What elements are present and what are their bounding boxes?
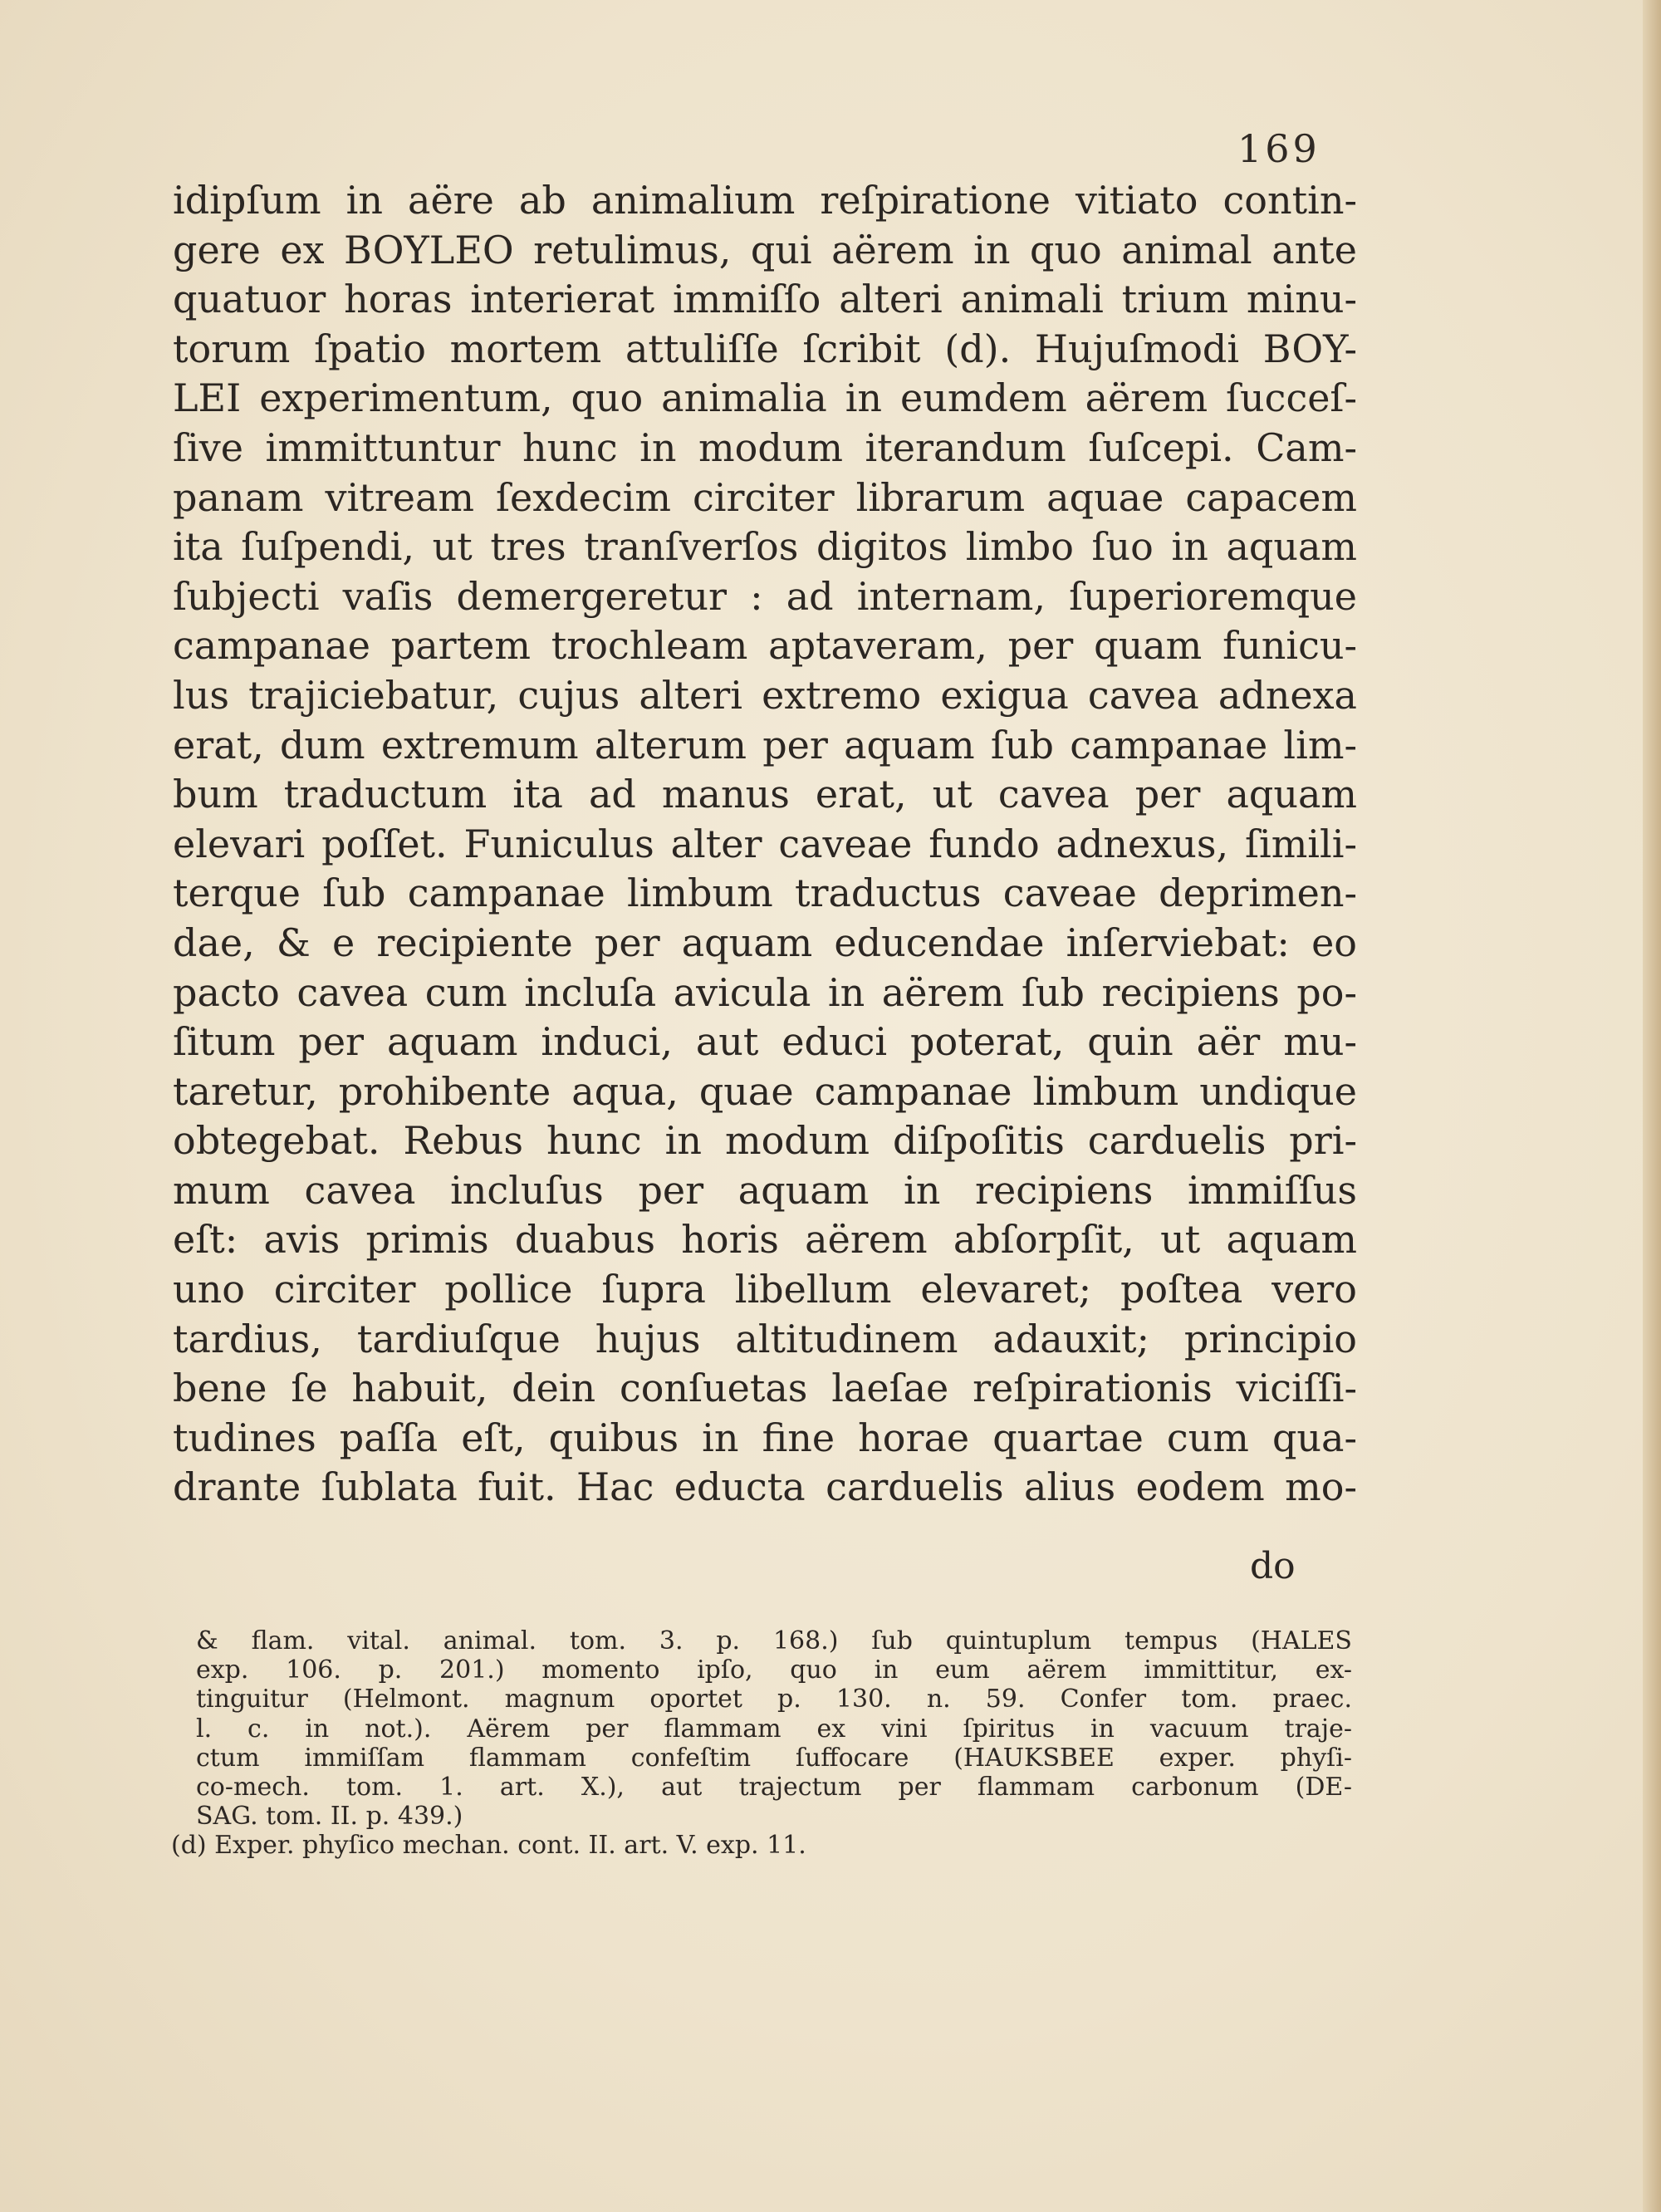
text-line: uno circiter pollice ſupra libellum elevaret; poſtea vero xyxy=(173,1267,1357,1312)
footnote-line: & flam. vital. animal. tom. 3. p. 168.) ſub quintuplum tempus (HALES xyxy=(196,1626,1352,1655)
footnote-line: l. c. in not.). Aërem per flammam ex vini ſpiritus in vacuum traje- xyxy=(196,1714,1352,1744)
text-line: tudines paſſa eſt, quibus in fine horae quartae cum qua- xyxy=(173,1415,1357,1460)
text-line: tardius, tardiuſque hujus altitudinem adauxit; principio xyxy=(173,1316,1357,1361)
footnotes-block xyxy=(171,1626,1352,1861)
text-line: idipſum in aëre ab animalium reſpiratione vitiato contin- xyxy=(173,178,1357,223)
text-line: mum cavea incluſus per aquam in recipiens immiſſus xyxy=(173,1167,1357,1213)
page-number: 169 xyxy=(1237,126,1320,171)
footnote-line: SAG. tom. II. p. 439.) xyxy=(196,1802,463,1832)
text-line: obtegebat. Rebus hunc in modum diſpoſitis carduelis pri- xyxy=(173,1118,1357,1164)
text-line: ſubjecti vaſis demergeretur : ad internam, ſuperioremque xyxy=(173,573,1357,619)
text-line: panam vitream ſexdecim circiter librarum aquae capacem xyxy=(173,474,1357,520)
footnote-line: exp. 106. p. 201.) momento ipſo, quo in eum aërem immittitur, ex- xyxy=(196,1655,1352,1685)
text-line: LEI experimentum, quo animalia in eumdem aërem ſucceſ- xyxy=(173,375,1357,421)
text-line: erat, dum extremum alterum per aquam ſub campanae lim- xyxy=(173,722,1357,768)
text-line: eſt: avis primis duabus horis aërem abſorpſit, ut aquam xyxy=(173,1217,1357,1263)
text-line: taretur, prohibente aqua, quae campanae limbum undique xyxy=(173,1068,1357,1114)
text-line: ſive immittuntur hunc in modum iterandum ſuſcepi. Cam- xyxy=(173,424,1357,470)
page-edge xyxy=(1643,0,1661,2212)
footnote-d: (d) Exper. phyſico mechan. cont. II. art. V. exp. 11. xyxy=(171,1831,806,1861)
text-line: campanae partem trochleam aptaveram, per quam funicu- xyxy=(173,623,1357,669)
text-line: pacto cavea cum incluſa avicula in aërem ſub recipiens po- xyxy=(173,969,1357,1015)
main-text-block xyxy=(173,176,1357,1513)
text-line: gere ex BOYLEO retulimus, qui aërem in quo animal ante xyxy=(173,227,1357,272)
text-line: terque ſub campanae limbum traductus caveae deprimen- xyxy=(173,871,1357,916)
footnote-line: co-mech. tom. 1. art. X.), aut trajectum per flammam carbonum (DE- xyxy=(196,1772,1352,1802)
catchword: do xyxy=(1250,1545,1296,1587)
text-line: elevari poſſet. Funiculus alter caveae fundo adnexus, ſimili- xyxy=(173,821,1357,866)
text-line: quatuor horas interierat immiſſo alteri animali trium minu- xyxy=(173,277,1357,322)
text-line: lus trajiciebatur, cujus alteri extremo exigua cavea adnexa xyxy=(173,672,1357,718)
text-line: drante ſublata fuit. Hac educta carduelis alius eodem mo- xyxy=(173,1464,1357,1510)
text-line: dae, & e recipiente per aquam educendae inſerviebat: eo xyxy=(173,920,1357,965)
footnote-line: ctum immiſſam flammam confeſtim ſuffocare (HAUKSBEE exper. phyſi- xyxy=(196,1743,1352,1773)
text-line: ita ſuſpendi, ut tres tranſverſos digitos limbo ſuo in aquam xyxy=(173,524,1357,570)
text-line: torum ſpatio mortem attuliſſe ſcribit (d). Hujuſmodi BOY- xyxy=(173,326,1357,371)
text-line: bene ſe habuit, dein conſuetas laeſae reſpirationis viciſſi- xyxy=(173,1366,1357,1411)
text-line: ſitum per aquam induci, aut educi poterat, quin aër mu- xyxy=(173,1019,1357,1065)
footnote-line: tinguitur (Helmont. magnum oportet p. 130. n. 59. Confer tom. praec. xyxy=(196,1685,1352,1714)
text-line: bum traductum ita ad manus erat, ut cavea per aquam xyxy=(173,772,1357,817)
